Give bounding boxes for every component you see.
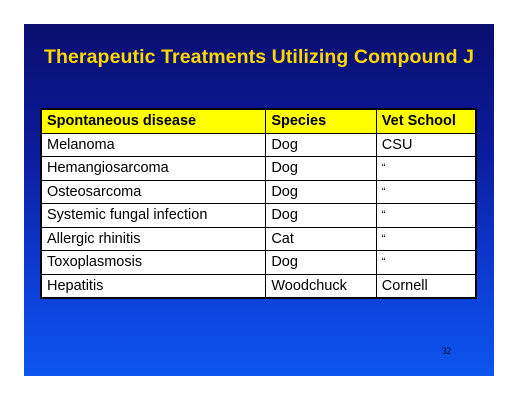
cell-species: Dog <box>266 157 376 181</box>
cell-vet-school: “ <box>376 204 476 228</box>
cell-disease: Allergic rhinitis <box>41 227 266 251</box>
page-number: 32 <box>442 346 451 356</box>
cell-disease: Hemangiosarcoma <box>41 157 266 181</box>
cell-species: Woodchuck <box>266 274 376 298</box>
cell-vet-school: Cornell <box>376 274 476 298</box>
cell-vet-school: “ <box>376 180 476 204</box>
table-row <box>41 251 476 275</box>
cell-vet-school: CSU <box>376 133 476 157</box>
table-row <box>41 133 476 157</box>
cell-species: Dog <box>266 180 376 204</box>
cell-species: Dog <box>266 204 376 228</box>
cell-species: Cat <box>266 227 376 251</box>
table-row <box>41 157 476 181</box>
treatments-table <box>40 108 477 299</box>
cell-disease: Melanoma <box>41 133 266 157</box>
table-header-row <box>41 109 476 133</box>
cell-vet-school: “ <box>376 157 476 181</box>
table-row <box>41 180 476 204</box>
cell-vet-school: “ <box>376 227 476 251</box>
cell-disease: Hepatitis <box>41 274 266 298</box>
table-row <box>41 227 476 251</box>
header-vet-school: Vet School <box>376 109 476 133</box>
header-species: Species <box>266 109 376 133</box>
cell-species: Dog <box>266 251 376 275</box>
slide-title: Therapeutic Treatments Utilizing Compound J <box>43 46 475 68</box>
table-row <box>41 274 476 298</box>
slide <box>24 24 494 376</box>
cell-disease: Osteosarcoma <box>41 180 266 204</box>
cell-vet-school: “ <box>376 251 476 275</box>
cell-disease: Systemic fungal infection <box>41 204 266 228</box>
cell-species: Dog <box>266 133 376 157</box>
table-row <box>41 204 476 228</box>
header-spontaneous-disease: Spontaneous disease <box>41 109 266 133</box>
cell-disease: Toxoplasmosis <box>41 251 266 275</box>
